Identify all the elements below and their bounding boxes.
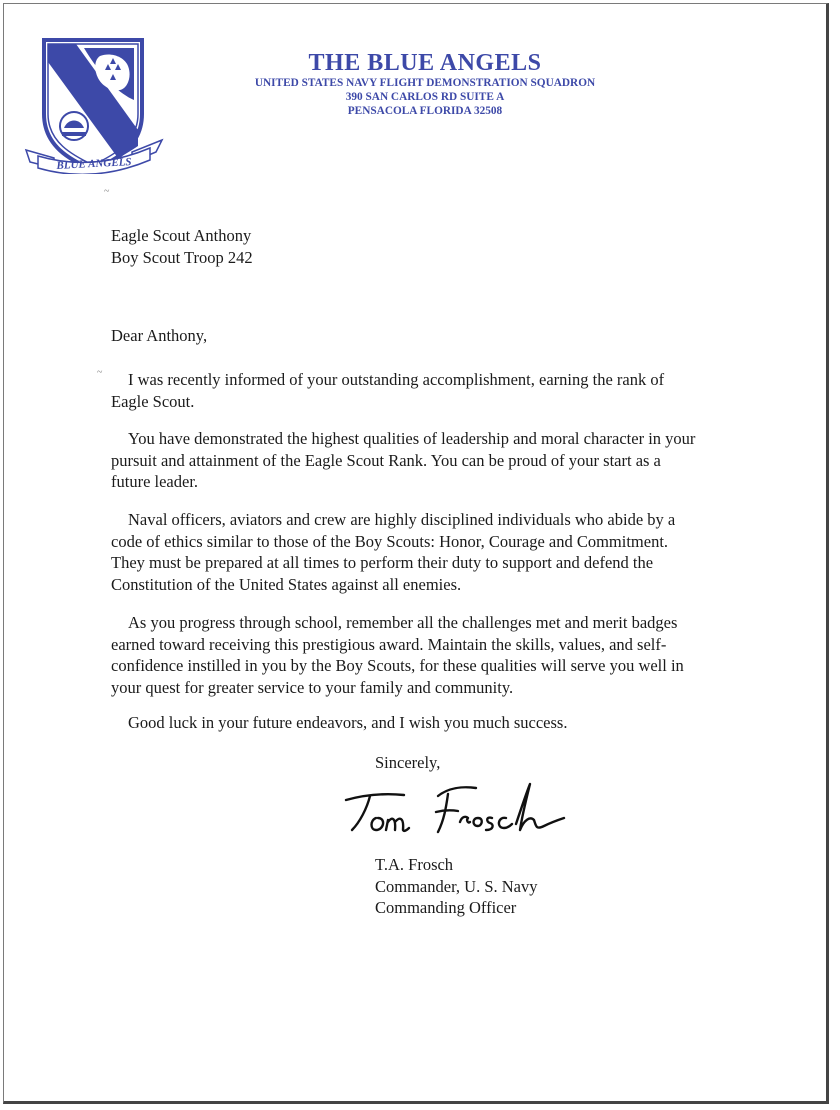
paragraph-line: code of ethics similar to those of the Boy Scouts: Honor, Courage and Commitment. bbox=[111, 531, 669, 551]
letterhead-city: PENSACOLA FLORIDA 32508 bbox=[347, 105, 503, 117]
letterhead bbox=[200, 50, 650, 118]
paragraph-line: Good luck in your future endeavors, and I wish you much success. bbox=[128, 713, 568, 732]
crest-banner-text: BLUE ANGELS bbox=[56, 156, 132, 172]
paragraph-line: I was recently informed of your outstanding accomplishment, earning the rank of bbox=[128, 370, 665, 389]
paragraph-line: earned toward receiving this prestigious award. Maintain the skills, values, and self- bbox=[111, 634, 667, 654]
paragraph-line: Eagle Scout. bbox=[111, 391, 195, 411]
recipient-troop: Boy Scout Troop 242 bbox=[111, 247, 253, 267]
recipient-block bbox=[111, 225, 253, 268]
letterhead-subtitle: UNITED STATES NAVY FLIGHT DEMONSTRATION SQUADRON bbox=[254, 77, 596, 89]
body-paragraph bbox=[111, 612, 751, 698]
letterhead-title: THE BLUE ANGELS bbox=[308, 50, 542, 76]
signatory-rank: Commander, U. S. Navy bbox=[375, 876, 538, 896]
signature-block bbox=[375, 854, 538, 919]
paragraph-line: Naval officers, aviators and crew are highly disciplined individuals who abide by a bbox=[128, 510, 676, 529]
paragraph-line: pursuit and attainment of the Eagle Scout Rank. You can be proud of your start as a bbox=[111, 450, 661, 470]
paragraph-line: your quest for greater service to your family and community. bbox=[111, 677, 514, 697]
body-paragraph bbox=[111, 428, 751, 493]
paragraph-line: future leader. bbox=[111, 472, 199, 491]
signatory-position: Commanding Officer bbox=[375, 898, 517, 917]
signatory-name: T.A. Frosch bbox=[375, 855, 454, 874]
body-paragraph bbox=[111, 712, 751, 734]
body-paragraph bbox=[111, 369, 751, 412]
handwritten-signature bbox=[340, 778, 570, 840]
closing: Sincerely, bbox=[375, 753, 441, 772]
paragraph-line: Constitution of the United States against all enemies. bbox=[111, 574, 462, 594]
scan-speck: ~ bbox=[104, 186, 110, 197]
paragraph-line: As you progress through school, remember all the challenges met and merit badges bbox=[128, 613, 678, 632]
paragraph-line: They must be prepared at all times to perform their duty to support and defend the bbox=[111, 553, 654, 572]
salutation: Dear Anthony, bbox=[111, 326, 208, 345]
paragraph-line: You have demonstrated the highest qualities of leadership and moral character in your bbox=[128, 429, 696, 448]
paragraph-line: confidence instilled in you by the Boy Scouts, for these qualities will serve you well in bbox=[111, 656, 684, 675]
recipient-name: Eagle Scout Anthony bbox=[111, 226, 252, 245]
scan-speck: ~ bbox=[97, 367, 103, 378]
letterhead-address: 390 SAN CARLOS RD SUITE A bbox=[345, 91, 505, 103]
body-paragraph bbox=[111, 509, 751, 595]
blue-angels-crest-icon bbox=[24, 34, 164, 174]
